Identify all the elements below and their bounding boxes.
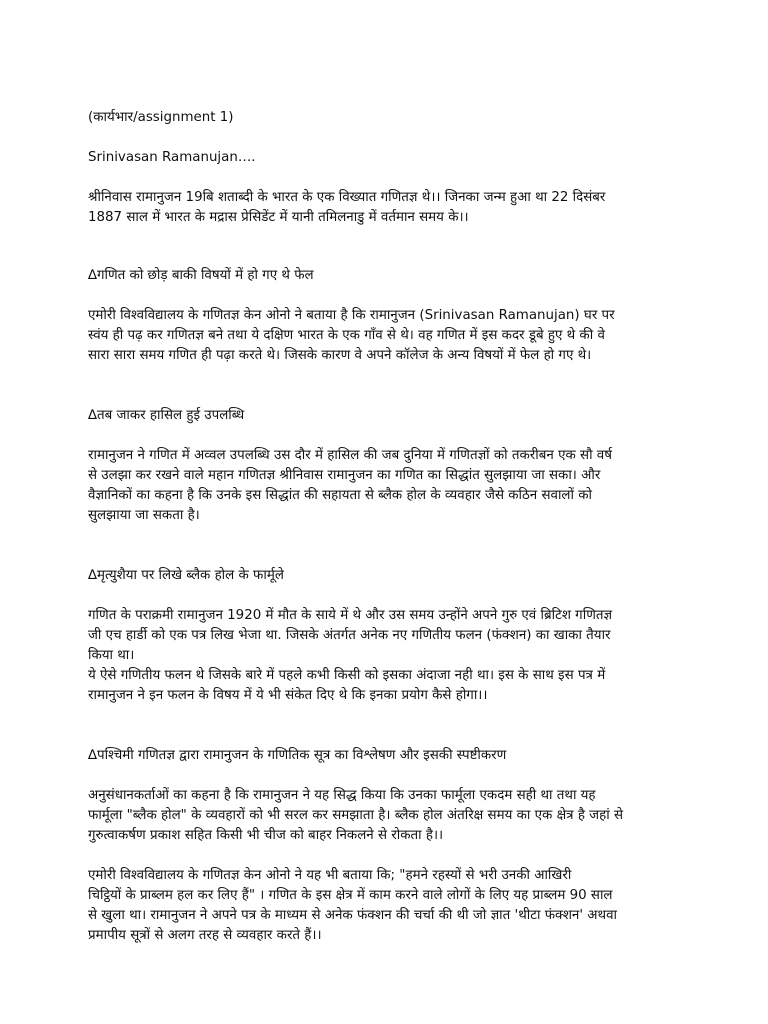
assignment-label: (कार्यभार/assignment 1) (88, 110, 234, 125)
section-paragraph: गणित के पराक्रमी रामानुजन 1920 में मौत के साये में थे और उस समय उन्होंने अपने गुरु एवं ब्रिटिश गणितज्ञ जी एच हार्डी को एक पत्र लिख भेजा था. जिसके अंतर्गत अनेक नए गणितीय फलन (फंक्शन) का खाका तैयार किया था। ये ऐसे गणितीय फलन थे जिसके बारे में पहले कभी किसी को इसका अंदाजा नही था। इस के साथ इस पत्र में रामानुजन ने इन फलन के विषय में ये भी संकेत दिए थे कि इनका प्रयोग कैसे होगा।। (88, 608, 613, 703)
section-paragraph: एमोरी विश्वविद्यालय के गणितज्ञ केन ओनो ने यह भी बताया कि; "हमने रहस्यों से भरी उनकी आखिरी चिट्ठियों के प्राब्लम हल कर लिए हैं" । गणित के इस क्षेत्र में काम करने वाले लोगों के लिए यह प्राब्लम 90 साल से खुला था। रामानुजन ने अपने पत्र के माध्यम से अनेक फंक्शन की चर्चा की थी जो ज्ञात 'थीटा फंक्शन' अथवा प्रमापीय सूत्रों से अलग तरह से व्यवहार करते हैं।। (88, 868, 617, 943)
intro-paragraph: श्रीनिवास रामानुजन 19बि शताब्दी के भारत के एक विख्यात गणितज्ञ थे।। जिनका जन्म हुआ था 22 दिसंबर 1887 साल में भारत के मद्रास प्रेसिडेंट में यानी तमिलनाडु में वर्तमान समय के।। (88, 190, 606, 225)
section-heading: ∆तब जाकर हासिल हुई उपलब्धि (88, 408, 245, 423)
section-paragraph: अनुसंधानकर्ताओं का कहना है कि रामानुजन ने यह सिद्ध किया कि उनका फार्मूला एकदम सही था तथा यह फार्मूला "ब्लैक होल" के व्यवहारों को भी सरल कर समझाता है। ब्लैक होल अंतरिक्ष समय का एक क्षेत्र है जहां से गुरुत्वाकर्षण प्रकाश सहित किसी भी चीज को बाहर निकलने से रोकता है।। (88, 788, 624, 843)
section-heading: ∆गणित को छोड़ बाकी विषयों में हो गए थे फेल (88, 268, 314, 283)
section-paragraph: एमोरी विश्वविद्यालय के गणितज्ञ केन ओनो ने बताया है कि रामानुजन (Srinivasan Ramanujan) घर पर स्वंय ही पढ़ कर गणितज्ञ बने तथा ये दक्षिण भारत के एक गाँव से थे। वह गणित में इस कदर डूबे हुए थे की वे सारा सारा समय गणित ही पढ़ा करते थे। जिसके कारण वे अपने कॉलेज के अन्य विषयों में फेल हो गए थे। (88, 308, 615, 363)
document-page (88, 108, 688, 946)
section-paragraph: रामानुजन ने गणित में अव्वल उपलब्धि उस दौर में हासिल की जब दुनिया में गणितज्ञों को तकरीबन एक सौ वर्ष से उलझा कर रखने वाले महान गणितज्ञ श्रीनिवास रामानुजन का गणित का सिद्धांत सुलझाया जा सका। और वैज्ञानिकों का कहना है कि उनके इस सिद्धांत की सहायता से ब्लैक होल के व्यवहार जैसे कठिन सवालों को सुलझाया जा सकता है। (88, 448, 612, 523)
section-heading: ∆मृत्युशैया पर लिखे ब्लैक होल के फार्मूले (88, 568, 284, 583)
document-title: Srinivasan Ramanujan…. (88, 150, 256, 165)
section-heading: ∆पश्चिमी गणितज्ञ द्वारा रामानुजन के गणितिक सूत्र का विश्लेषण और इसकी स्पष्टीकरण (88, 748, 507, 763)
